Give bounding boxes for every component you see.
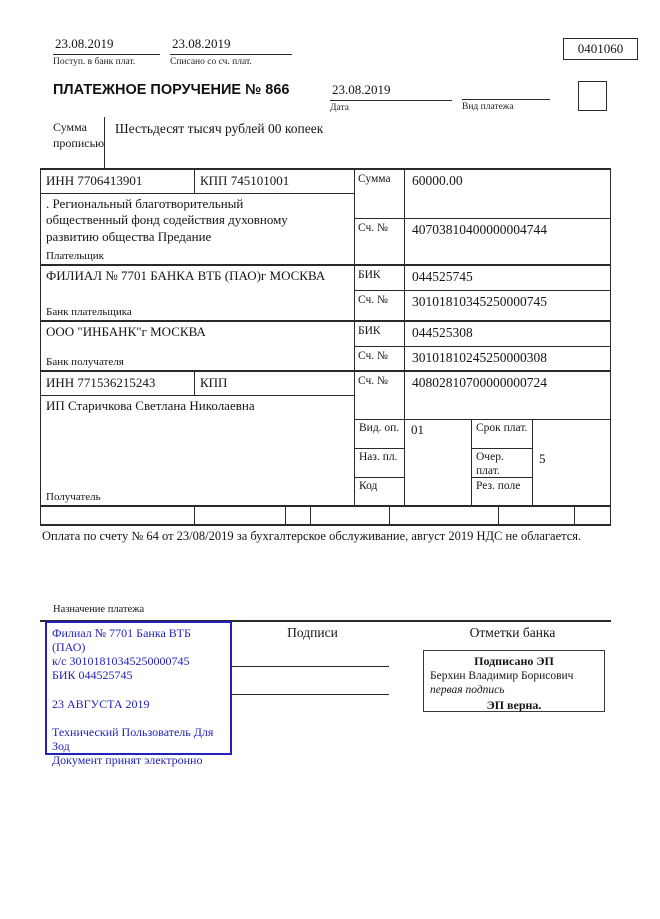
payee-bank-account-value: 30101810245250000308	[412, 350, 547, 365]
date-label: Дата	[330, 103, 349, 113]
stamp-line	[52, 711, 225, 725]
payee-section	[41, 370, 610, 505]
received-date-value: 23.08.2019	[53, 36, 160, 55]
purpose-text: Оплата по счету № 64 от 23/08/2019 за бухгалтерское обслуживание, август 2019 НДС не облагается.	[42, 529, 582, 543]
payee-kpp-cell: КПП	[200, 375, 228, 390]
payer-bank-section-label: Банк плательщика	[46, 306, 132, 318]
payee-inn-cell: ИНН 771536215243	[41, 372, 195, 395]
signature-line-2	[232, 694, 389, 695]
code-label-cell: Код	[355, 478, 405, 505]
payee-account-label-cell: Сч. №	[355, 372, 405, 419]
signature-line-1	[232, 666, 389, 667]
stamp-line: к/с 30101810345250000745	[52, 654, 190, 669]
tax-field-cell	[286, 507, 311, 524]
page-title: ПЛАТЕЖНОЕ ПОРУЧЕНИЕ № 866	[53, 82, 290, 98]
payment-type-field	[462, 82, 550, 112]
reserve-label-cell: Рез. поле	[472, 478, 533, 505]
debited-date-value: 23.08.2019	[170, 36, 292, 55]
priority-label-cell: Очер. плат.	[472, 449, 533, 478]
payer-name: . Региональный благотворительный общественный фонд содействия духовному развитию общества Предание	[46, 196, 288, 244]
signed-title: Подписано ЭП	[474, 654, 554, 668]
amount-label-cell: Сумма	[355, 170, 405, 218]
payer-section	[41, 170, 610, 264]
signature-kind: первая подпись	[430, 684, 505, 697]
payment-table	[40, 168, 611, 526]
payment-type-label: Вид платежа	[462, 102, 514, 112]
payer-bank-account-value: 30101810345250000745	[412, 294, 547, 309]
stamp-line: Филиал № 7701 Банка ВТБ (ПАО)	[52, 626, 191, 655]
amount-value-cell: 60000.00	[412, 173, 463, 188]
bank-marks-header: Отметки банка	[469, 625, 556, 640]
payer-bank-bik-label: БИК	[355, 266, 405, 290]
operation-grid	[355, 420, 610, 505]
payer-account-label-cell: Сч. №	[355, 219, 405, 264]
tax-field-cell	[390, 507, 499, 524]
payee-account-value-cell: 40802810700000000724	[412, 375, 547, 390]
validity-note: ЭП верна.	[486, 697, 542, 712]
due-date-label-cell: Срок плат.	[472, 420, 533, 449]
tax-field-cell	[575, 507, 610, 524]
stamp-line: Документ принят электронно	[52, 753, 203, 768]
amount-words-value: Шестьдесят тысяч рублей 00 копеек	[115, 121, 324, 136]
payee-section-label: Получатель	[46, 491, 101, 503]
payee-bank-section-label: Банк получателя	[46, 356, 124, 368]
bank-marks-box	[423, 650, 605, 712]
stamp-line: Зод	[52, 738, 70, 753]
amount-words-label: Сумма прописью	[53, 120, 105, 150]
stamp-line	[52, 683, 225, 697]
tax-field-cell	[311, 507, 390, 524]
purpose-code-value-cell	[405, 449, 472, 478]
signatures-header: Подписи	[287, 625, 338, 640]
date-field	[330, 82, 452, 113]
payer-section-label: Плательщик	[46, 250, 104, 262]
payment-type-value	[462, 82, 550, 100]
payer-kpp-cell: КПП 745101001	[200, 173, 290, 188]
payer-bank-bik-value: 044525745	[412, 269, 473, 284]
e-stamp-box	[45, 621, 232, 768]
tax-fields-row	[41, 505, 610, 524]
payer-bank-name: ФИЛИАЛ № 7701 БАНКА ВТБ (ПАО)г МОСКВА	[46, 268, 326, 283]
payee-bank-name: ООО "ИНБАНК"г МОСКВА	[46, 324, 206, 339]
payment-kind-box	[578, 81, 607, 111]
payee-bank-bik-label: БИК	[355, 322, 405, 346]
debited-date-label: Списано со сч. плат.	[170, 57, 252, 67]
received-date-field	[53, 36, 160, 67]
payee-bank-account-label: Сч. №	[355, 347, 405, 370]
purpose-label: Назначение платежа	[53, 604, 145, 615]
stamp-line: Технический Пользователь Для	[52, 724, 214, 739]
tax-field-cell	[41, 507, 195, 524]
tax-field-cell	[499, 507, 575, 524]
payer-bank-section	[41, 264, 610, 320]
stamp-line: 23 АВГУСТА 2019	[52, 696, 150, 711]
op-kind-label-cell: Вид. оп.	[355, 420, 405, 449]
payee-name: ИП Старичкова Светлана Николаевна	[46, 398, 255, 413]
signer-name: Берхин Владимир Борисович	[430, 670, 574, 682]
amount-words-divider	[104, 117, 105, 168]
payer-bank-account-label: Сч. №	[355, 291, 405, 320]
payer-inn-cell: ИНН 7706413901	[41, 170, 195, 193]
payee-bank-section	[41, 320, 610, 370]
date-value: 23.08.2019	[330, 82, 452, 101]
code-value-cell	[405, 478, 472, 505]
due-date-value-cell	[533, 420, 610, 449]
tax-field-cell	[195, 507, 286, 524]
payee-bank-bik-value: 044525308	[412, 325, 473, 340]
debited-date-field	[170, 36, 292, 67]
received-date-label: Поступ. в банк плат.	[53, 57, 136, 67]
purpose-code-label-cell: Наз. пл.	[355, 449, 405, 478]
reserve-value-cell	[533, 478, 610, 505]
stamp-line: БИК 044525745	[52, 668, 133, 683]
priority-value-cell: 5	[539, 451, 546, 467]
form-code-box: 0401060	[563, 38, 638, 60]
op-kind-value-cell: 01	[405, 420, 472, 449]
payer-account-value-cell: 40703810400000004744	[412, 222, 547, 237]
